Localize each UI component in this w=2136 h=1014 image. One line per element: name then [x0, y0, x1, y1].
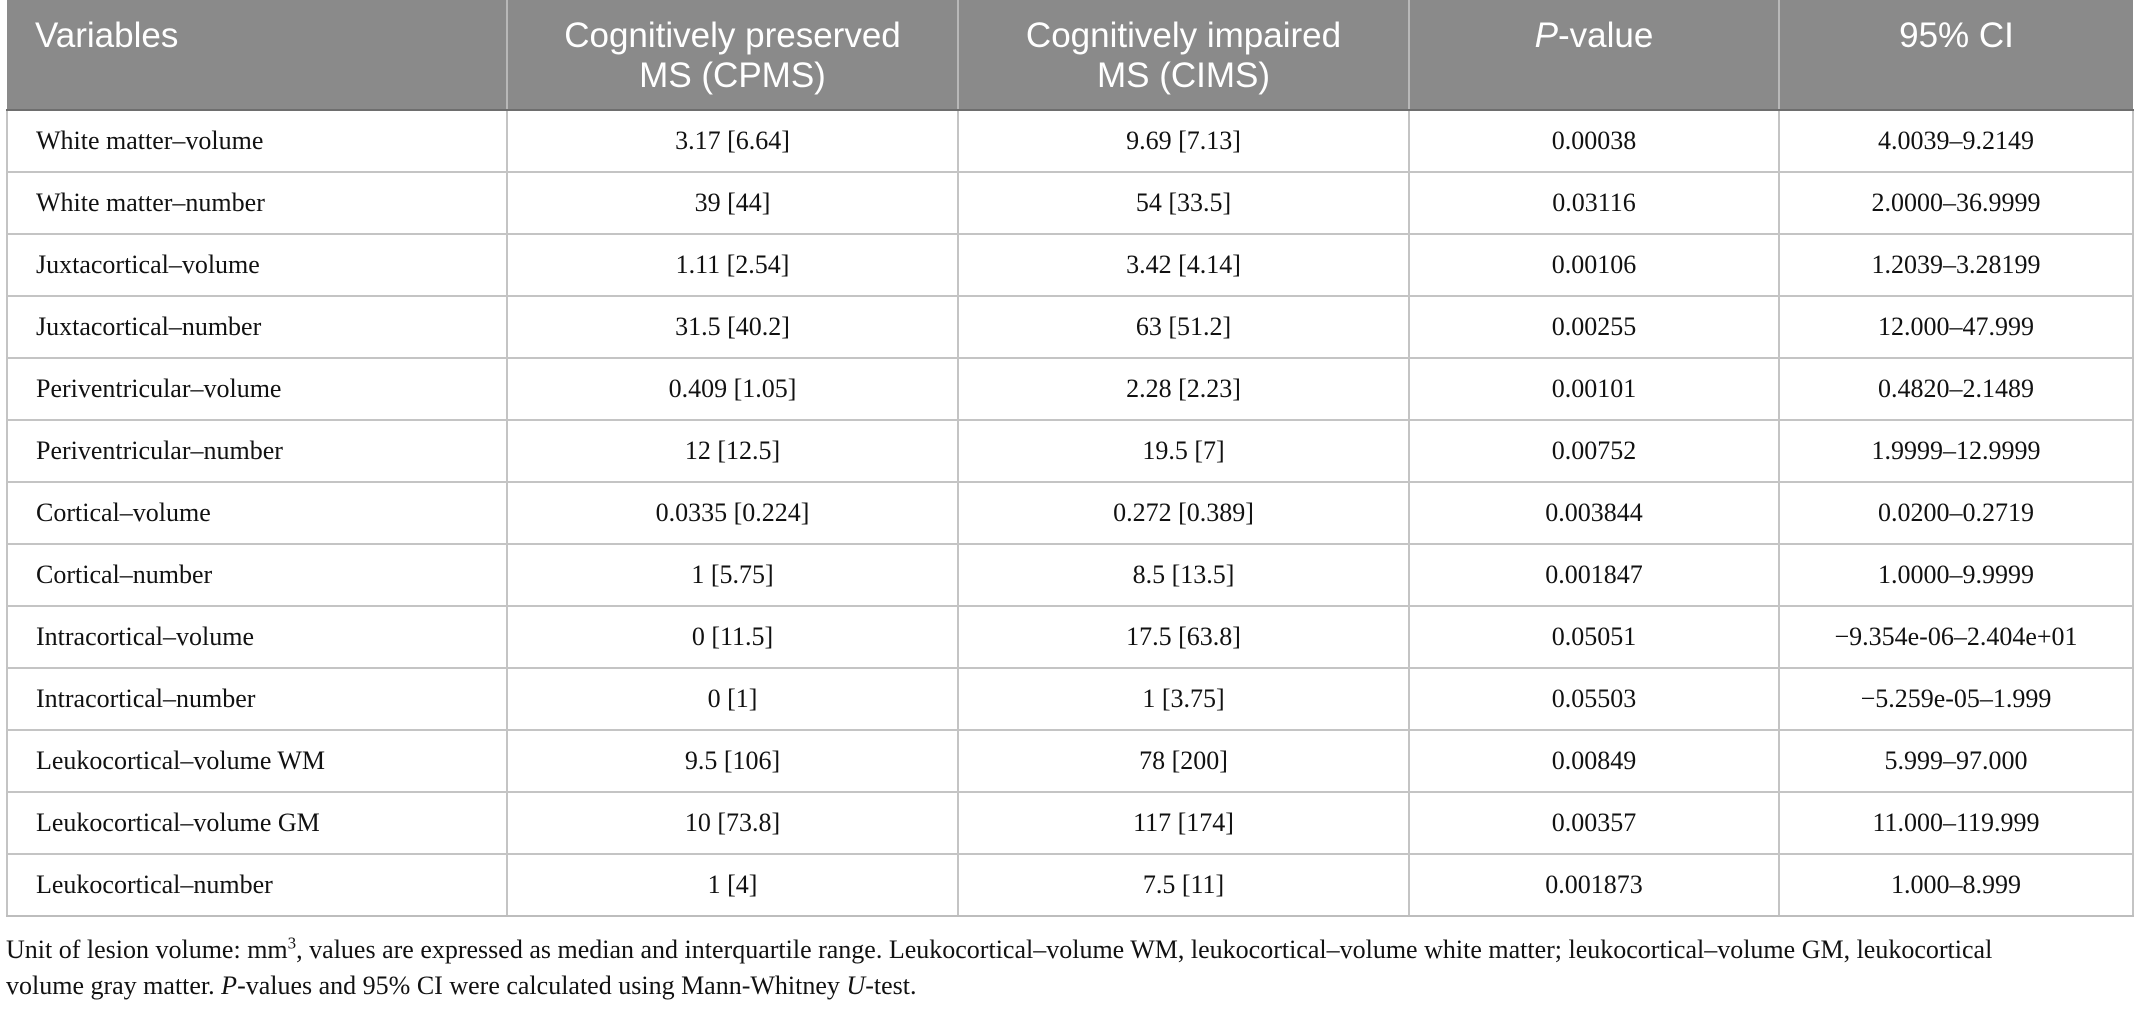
cell-cims: 2.28 [2.23] [958, 358, 1409, 420]
cell-ci: −9.354e-06–2.404e+01 [1779, 606, 2133, 668]
cell-ci: 12.000–47.999 [1779, 296, 2133, 358]
cell-ci: 0.0200–0.2719 [1779, 482, 2133, 544]
superscript-3: 3 [287, 933, 297, 953]
cell-p-value: 0.00101 [1409, 358, 1779, 420]
table-row [7, 172, 2133, 234]
cell-p-value: 0.05503 [1409, 668, 1779, 730]
cell-cpms: 0 [1] [507, 668, 958, 730]
cell-cims: 78 [200] [958, 730, 1409, 792]
header-cims-line2: MS (CIMS) [1096, 56, 1271, 95]
footnote-line-1: Unit of lesion volume: $mm^3$, values are expressed as median and interquartile range. Leukocortical–volume WM, leukocortical–volume white matter; leukocortical–volume GM, leukocortical [6, 933, 1993, 964]
cell-p-value: 0.00752 [1409, 420, 1779, 482]
cell-variable: Juxtacortical–number [7, 296, 507, 358]
cell-variable: Cortical–number [7, 544, 507, 606]
table-row [7, 358, 2133, 420]
cell-cpms: 0.0335 [0.224] [507, 482, 958, 544]
cell-p-value: 0.00106 [1409, 234, 1779, 296]
cell-cpms: 10 [73.8] [507, 792, 958, 854]
cell-p-value: 0.001847 [1409, 544, 1779, 606]
cell-variable: Leukocortical–number [7, 854, 507, 916]
cell-p-value: 0.03116 [1409, 172, 1779, 234]
header-row [7, 0, 2133, 110]
cell-cims: 54 [33.5] [958, 172, 1409, 234]
cell-cpms: 1 [5.75] [507, 544, 958, 606]
table-row [7, 854, 2133, 916]
cell-cpms: 39 [44] [507, 172, 958, 234]
cell-variable: White matter–number [7, 172, 507, 234]
table-row [7, 296, 2133, 358]
header-cpms-line2: MS (CPMS) [639, 56, 826, 95]
header-p-letter: P [1534, 16, 1559, 55]
table-row [7, 730, 2133, 792]
header-ci [1779, 0, 2133, 110]
table-row [7, 234, 2133, 296]
cell-cims: 0.272 [0.389] [958, 482, 1409, 544]
cell-cpms: 3.17 [6.64] [507, 110, 958, 172]
header-cpms [507, 0, 958, 110]
header-cims [958, 0, 1409, 110]
cell-cpms: 0 [11.5] [507, 606, 958, 668]
cell-cims: 3.42 [4.14] [958, 234, 1409, 296]
cell-p-value: 0.00357 [1409, 792, 1779, 854]
cell-cpms: 0.409 [1.05] [507, 358, 958, 420]
cell-cims: 8.5 [13.5] [958, 544, 1409, 606]
cell-p-value: 0.00038 [1409, 110, 1779, 172]
cell-p-value: 0.00255 [1409, 296, 1779, 358]
cell-ci: 0.4820–2.1489 [1779, 358, 2133, 420]
cell-variable: Leukocortical–volume WM [7, 730, 507, 792]
header-ci-label: 95% CI [1899, 16, 2014, 55]
table-row [7, 482, 2133, 544]
cell-ci: 4.0039–9.2149 [1779, 110, 2133, 172]
header-cpms-line1: Cognitively preserved [564, 16, 901, 55]
results-table-container [6, 0, 2132, 917]
table-row [7, 792, 2133, 854]
header-variables-label: Variables [35, 16, 179, 55]
cell-cims: 19.5 [7] [958, 420, 1409, 482]
cell-variable: Leukocortical–volume GM [7, 792, 507, 854]
cell-cims: 17.5 [63.8] [958, 606, 1409, 668]
footnote-line-2: volume gray matter. P-values and 95% CI were calculated using Mann-Whitney U-test. [6, 971, 917, 1000]
cell-cims: 63 [51.2] [958, 296, 1409, 358]
table-row [7, 606, 2133, 668]
cell-ci: −5.259e-05–1.999 [1779, 668, 2133, 730]
table-row [7, 544, 2133, 606]
cell-p-value: 0.003844 [1409, 482, 1779, 544]
cell-cims: 9.69 [7.13] [958, 110, 1409, 172]
header-p-value [1409, 0, 1779, 110]
cell-cims: 117 [174] [958, 792, 1409, 854]
cell-variable: Intracortical–volume [7, 606, 507, 668]
cell-cpms: 12 [12.5] [507, 420, 958, 482]
table-row [7, 420, 2133, 482]
header-cims-line1: Cognitively impaired [1025, 16, 1342, 55]
cell-ci: 11.000–119.999 [1779, 792, 2133, 854]
table-header [7, 0, 2133, 110]
table-row [7, 668, 2133, 730]
cell-ci: 1.000–8.999 [1779, 854, 2133, 916]
header-p-value-label: -value [1558, 16, 1654, 55]
cell-cpms: 31.5 [40.2] [507, 296, 958, 358]
cell-p-value: 0.001873 [1409, 854, 1779, 916]
cell-variable: Intracortical–number [7, 668, 507, 730]
table-footnote [6, 932, 2132, 1004]
cell-p-value: 0.05051 [1409, 606, 1779, 668]
cell-cpms: 1 [4] [507, 854, 958, 916]
cell-variable: Juxtacortical–volume [7, 234, 507, 296]
cell-ci: 1.0000–9.9999 [1779, 544, 2133, 606]
table-row [7, 110, 2133, 172]
cell-p-value: 0.00849 [1409, 730, 1779, 792]
header-variables [7, 0, 507, 110]
cell-variable: Periventricular–volume [7, 358, 507, 420]
cell-ci: 1.2039–3.28199 [1779, 234, 2133, 296]
cell-variable: White matter–volume [7, 110, 507, 172]
cell-cims: 7.5 [11] [958, 854, 1409, 916]
cell-variable: Periventricular–number [7, 420, 507, 482]
lesion-comparison-table [6, 0, 2134, 917]
cell-ci: 2.0000–36.9999 [1779, 172, 2133, 234]
cell-variable: Cortical–volume [7, 482, 507, 544]
table-body [7, 110, 2133, 916]
cell-cpms: 1.11 [2.54] [507, 234, 958, 296]
cell-cims: 1 [3.75] [958, 668, 1409, 730]
cell-ci: 5.999–97.000 [1779, 730, 2133, 792]
cell-ci: 1.9999–12.9999 [1779, 420, 2133, 482]
cell-cpms: 9.5 [106] [507, 730, 958, 792]
